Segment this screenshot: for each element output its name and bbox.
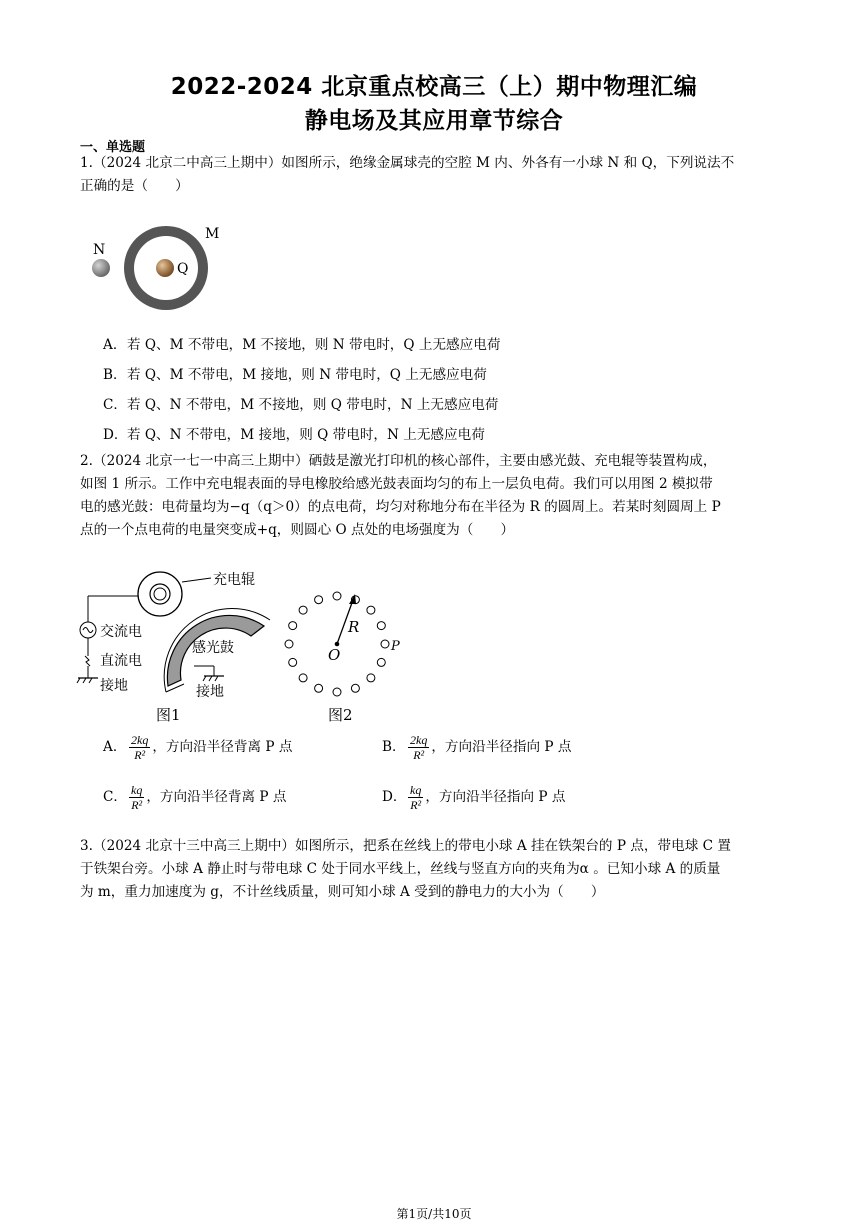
point-charge — [285, 640, 293, 648]
point-charge — [377, 622, 385, 630]
point-charge — [315, 684, 323, 692]
q1-option-a[interactable]: A．若 Q、M 不带电，M 不接地，则 N 带电时，Q 上无感应电荷 — [103, 337, 501, 353]
question-2-line: 点的一个点电荷的电量突变成+q，则圆心 O 点处的电场强度为（ ） — [80, 522, 515, 538]
point-charge — [367, 674, 375, 682]
ball-n — [92, 259, 110, 277]
question-1-line: 1.（2024 北京二中高三上期中）如图所示，绝缘金属球壳的空腔 M 内、外各有一小球 N 和 Q，下列说法不 — [80, 155, 735, 171]
fraction: $\frac{kq}{\text{R²}}$ — [131, 783, 143, 812]
ball-q — [156, 259, 174, 277]
point-charge — [299, 606, 307, 614]
label-roller: 充电辊 — [213, 572, 255, 588]
question-2-line: 电的感光鼓：电荷量均为−q（q＞0）的点电荷，均匀对称地分布在半径为 R 的圆周上。若某时刻圆周上 P — [80, 499, 721, 515]
fraction: $\frac{kq}{\text{R²}}$ — [410, 783, 422, 812]
figure-2-caption: 图2 — [328, 706, 353, 724]
label-r: R — [348, 618, 360, 636]
dc-source-icon — [85, 656, 90, 666]
q2-option-a[interactable]: A． $\frac{2kq}{\text{R²}}$ ，方向沿半径背离 P 点 — [103, 733, 293, 762]
label-q: Q — [177, 261, 189, 277]
question-3-line: 于铁架台旁。小球 A 静止时与带电球 C 处于同水平线上，丝线与竖直方向的夹角为α 。已知小球 A 的质量 — [80, 861, 721, 877]
q2-option-c[interactable]: C． $\frac{kq}{\text{R²}}$ ，方向沿半径背离 P 点 — [103, 783, 287, 812]
label-dc: 直流电 — [100, 653, 142, 669]
label-drum: 感光鼓 — [192, 640, 234, 656]
figure-1-caption: 图1 — [156, 706, 181, 724]
label-ground-1: 接地 — [100, 678, 128, 694]
fraction: $\frac{2kq}{\text{R²}}$ — [410, 733, 428, 762]
q1-option-b[interactable]: B．若 Q、M 不带电，M 接地，则 N 带电时，Q 上无感应电荷 — [103, 367, 487, 383]
question-3-line: 3.（2024 北京十三中高三上期中）如图所示，把系在丝线上的带电小球 A 挂在铁架台的 P 点，带电球 C 置 — [80, 838, 731, 854]
point-charge — [333, 592, 341, 600]
fraction: $\frac{2kq}{\text{R²}}$ — [131, 733, 149, 762]
label-m: M — [205, 226, 220, 242]
point-charge — [333, 688, 341, 696]
label-ground-2: 接地 — [196, 684, 224, 700]
page-subtitle: 静电场及其应用章节综合 — [304, 108, 564, 134]
label-o: O — [328, 646, 341, 664]
question-3-line: 为 m，重力加速度为 g，不计丝线质量，则可知小球 A 受到的静电力的大小为（ ） — [80, 884, 605, 900]
point-charge — [367, 606, 375, 614]
question-3 — [80, 835, 731, 904]
question-2 — [80, 450, 721, 542]
q2-figure-1 — [76, 568, 286, 728]
question-1-line: 正确的是（ ） — [80, 178, 189, 194]
question-1 — [80, 152, 734, 198]
label-n: N — [93, 242, 106, 258]
label-p: P — [391, 639, 400, 654]
question-2-line: 如图 1 所示。工作中充电辊表面的导电橡胶给感光鼓表面均匀的布上一层负电荷。我们可以用图 2 模拟带 — [80, 476, 713, 492]
point-charge — [315, 596, 323, 604]
section-heading: 一、单选题 — [80, 140, 146, 155]
question-2-line: 2.（2024 北京一七一中高三上期中）硒鼓是激光打印机的核心部件，主要由感光鼓、充电辊等装置构成， — [80, 453, 717, 469]
q1-option-d[interactable]: D．若 Q、N 不带电，M 接地，则 Q 带电时，N 上无感应电荷 — [103, 427, 485, 443]
q2-option-d[interactable]: D． $\frac{kq}{\text{R²}}$ ，方向沿半径指向 P 点 — [382, 783, 566, 812]
point-charge — [289, 658, 297, 666]
q1-option-c[interactable]: C．若 Q、N 不带电，M 不接地，则 Q 带电时，N 上无感应电荷 — [103, 397, 499, 413]
point-charge — [381, 640, 389, 648]
point-charge — [351, 684, 359, 692]
page-title: 2022-2024 北京重点校高三（上）期中物理汇编 — [170, 74, 698, 100]
q2-figure-2 — [280, 582, 410, 728]
point-charge — [299, 674, 307, 682]
q1-figure — [86, 220, 236, 325]
point-charge — [289, 622, 297, 630]
page-number: 第1页/共10页 — [396, 1207, 472, 1221]
arrow-head — [349, 594, 356, 604]
label-ac: 交流电 — [100, 624, 142, 640]
point-charge — [377, 658, 385, 666]
q2-option-b[interactable]: B． $\frac{2kq}{\text{R²}}$ ，方向沿半径指向 P 点 — [382, 733, 572, 762]
